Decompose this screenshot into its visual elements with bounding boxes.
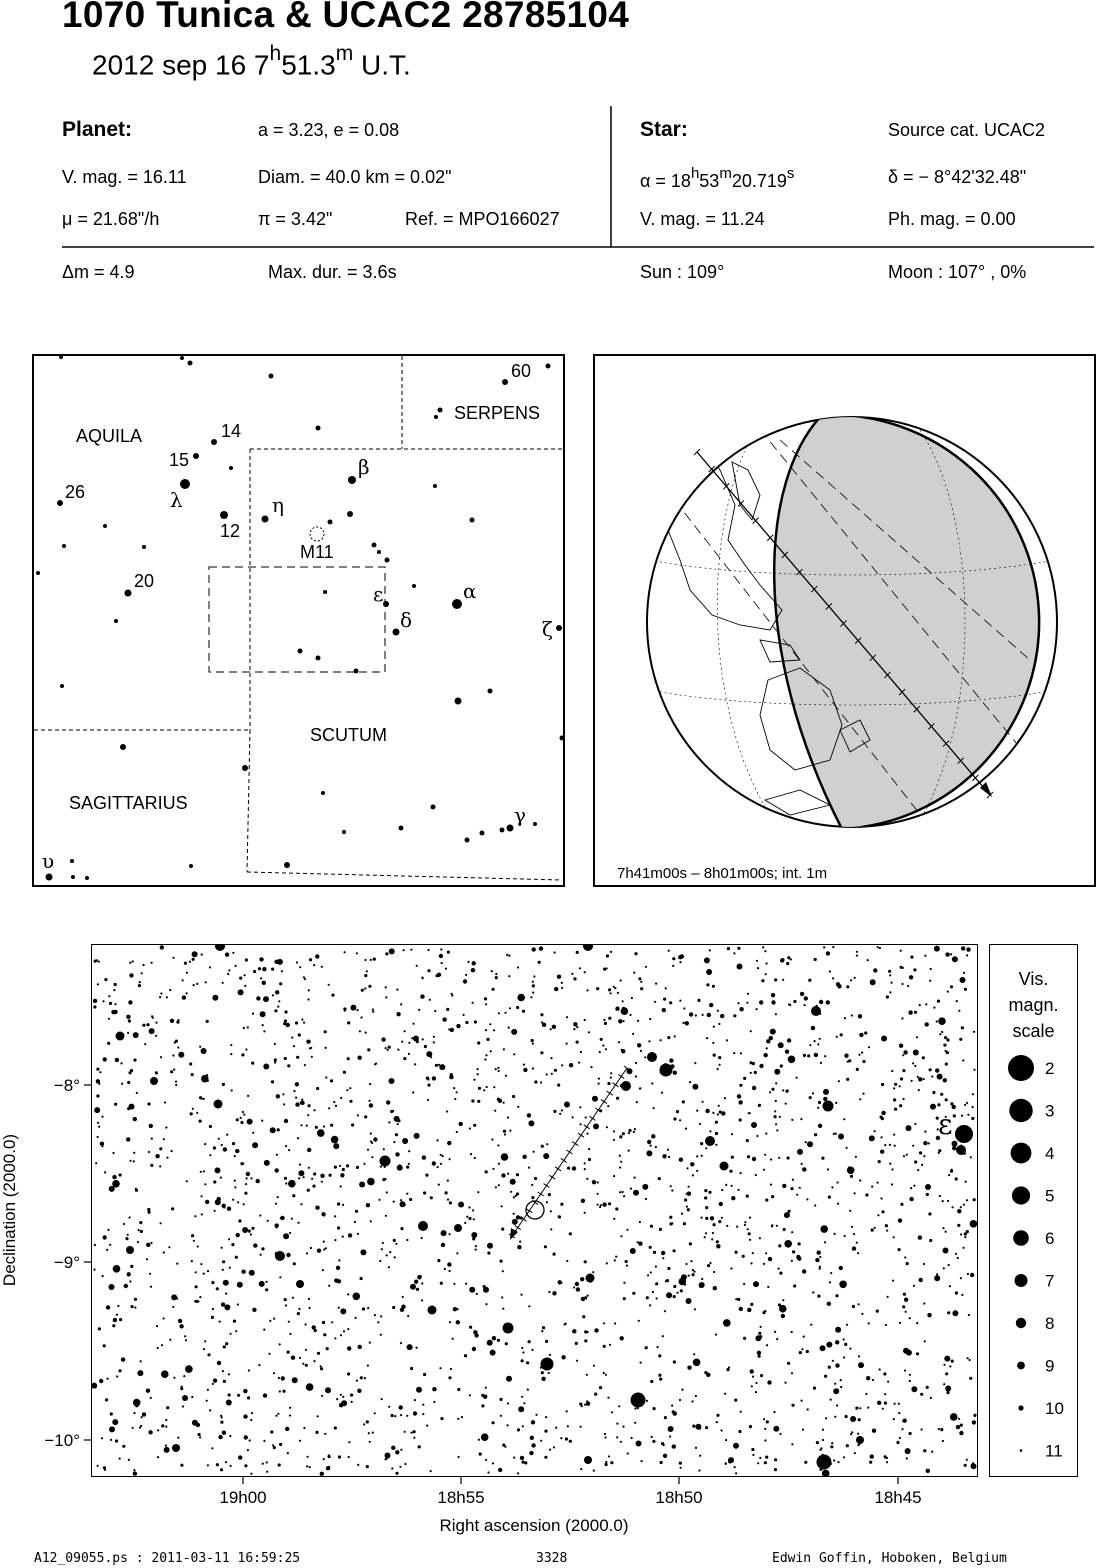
legend-magnitude-dot	[1017, 1362, 1025, 1370]
legend-magnitude-label: 7	[1045, 1271, 1055, 1291]
star-vmag: V. mag. = 11.24	[640, 209, 765, 229]
legend-magnitude-label: 8	[1045, 1314, 1055, 1333]
legend-magnitude-dot	[1015, 1274, 1028, 1287]
label-26: 26	[65, 482, 86, 502]
label-serpens: SERPENS	[454, 403, 541, 423]
greek-zeta: ζ	[542, 617, 553, 641]
star-source: Source cat. UCAC2	[888, 120, 1046, 140]
greek-eta: η	[272, 493, 284, 517]
legend-magnitude-label: 3	[1045, 1101, 1055, 1121]
sun-elongation: Sun : 109°	[640, 262, 725, 282]
planet-vmag: V. mag. = 16.11	[62, 167, 187, 187]
legend-magnitude-dot	[1012, 1186, 1030, 1204]
planet-diam: Diam. = 40.0 km = 0.02"	[258, 167, 452, 187]
footer-author: Edwin Goffin, Hoboken, Belgium	[772, 1551, 1007, 1566]
ra-tick-label: 18h55	[437, 1488, 485, 1507]
legend-magnitude-label: 6	[1045, 1229, 1055, 1248]
dec-tick-label: −10°	[44, 1431, 80, 1450]
greek-lambda: λ	[170, 488, 183, 512]
epsilon-label: ε	[938, 1108, 953, 1141]
event-date: 2012 sep 16 7$^h$51.3$^m$ U.T.	[92, 42, 411, 81]
legend-magnitude-dot	[1008, 1055, 1034, 1081]
label-20: 20	[134, 571, 155, 591]
label-14: 14	[221, 421, 242, 441]
legend-magnitude-label: 4	[1045, 1144, 1055, 1163]
greek-gamma: γ	[514, 803, 526, 827]
ra-tick-label: 18h50	[655, 1488, 703, 1507]
dec-tick-label: −9°	[53, 1253, 80, 1272]
greek-upsilon: υ	[42, 849, 55, 873]
planet-heading: Planet:	[62, 118, 133, 141]
legend-magnitude-label: 5	[1045, 1186, 1055, 1206]
star-dec: δ = − 8°42'32.48"	[888, 167, 1027, 187]
planet-motion: μ = 21.68"/h	[62, 209, 160, 229]
delta-magnitude: Δm = 4.9	[62, 262, 135, 282]
dec-tick-label: −8°	[53, 1076, 80, 1095]
greek-epsilon: ε	[373, 582, 384, 606]
planet-parallax: π = 3.42"	[258, 209, 333, 229]
legend-magnitude-dot	[1013, 1230, 1029, 1246]
legend-magnitude-label: 9	[1045, 1356, 1055, 1376]
legend-magnitude-label: 10	[1045, 1399, 1064, 1418]
y-axis-label: Declination (2000.0)	[0, 1133, 19, 1287]
legend-magnitude-dot	[1011, 1143, 1032, 1164]
label-sagittarius: SAGITTARIUS	[69, 793, 188, 813]
star-phmag: Ph. mag. = 0.00	[888, 209, 1016, 229]
ra-tick-label: 19h00	[219, 1488, 267, 1507]
label-15: 15	[169, 450, 190, 470]
label-12: 12	[220, 521, 241, 541]
x-axis-label: Right ascension (2000.0)	[439, 1516, 629, 1535]
label-aquila: AQUILA	[76, 426, 143, 446]
legend-magnitude-label: 2	[1045, 1059, 1055, 1078]
label-scutum: SCUTUM	[310, 725, 387, 745]
planet-orbit: a = 3.23, e = 0.08	[258, 120, 400, 140]
planet-ref: Ref. = MPO166027	[405, 209, 560, 229]
page-title: 1070 Tunica & UCAC2 28785104	[62, 0, 630, 35]
greek-beta: β	[358, 455, 370, 479]
footer-number: 3328	[536, 1551, 568, 1566]
footer-filename: A12_09055.ps : 2011-03-11 16:59:25	[34, 1551, 301, 1566]
globe-caption: 7h41m00s – 8h01m00s; int. 1m	[617, 865, 828, 882]
legend-magnitude-dot	[1020, 1449, 1023, 1452]
greek-delta: δ	[400, 608, 413, 632]
greek-alpha: α	[463, 579, 477, 603]
ra-tick-label: 18h45	[874, 1488, 922, 1507]
legend-title: Vis. magn. scale	[1008, 969, 1059, 1041]
legend-magnitude-dot	[1018, 1405, 1023, 1410]
label-m11: M11	[300, 542, 334, 562]
legend-magnitude-label: 11	[1045, 1441, 1063, 1461]
star-heading: Star:	[640, 118, 688, 141]
max-duration: Max. dur. = 3.6s	[268, 262, 397, 282]
legend-magnitude-dot	[1009, 1099, 1032, 1122]
star-ra: $\alpha = 18^h53^m20.719^s$	[640, 165, 795, 191]
moon-elongation: Moon : 107° , 0%	[888, 262, 1027, 282]
legend-magnitude-dot	[1016, 1318, 1026, 1328]
label-60: 60	[511, 361, 532, 381]
